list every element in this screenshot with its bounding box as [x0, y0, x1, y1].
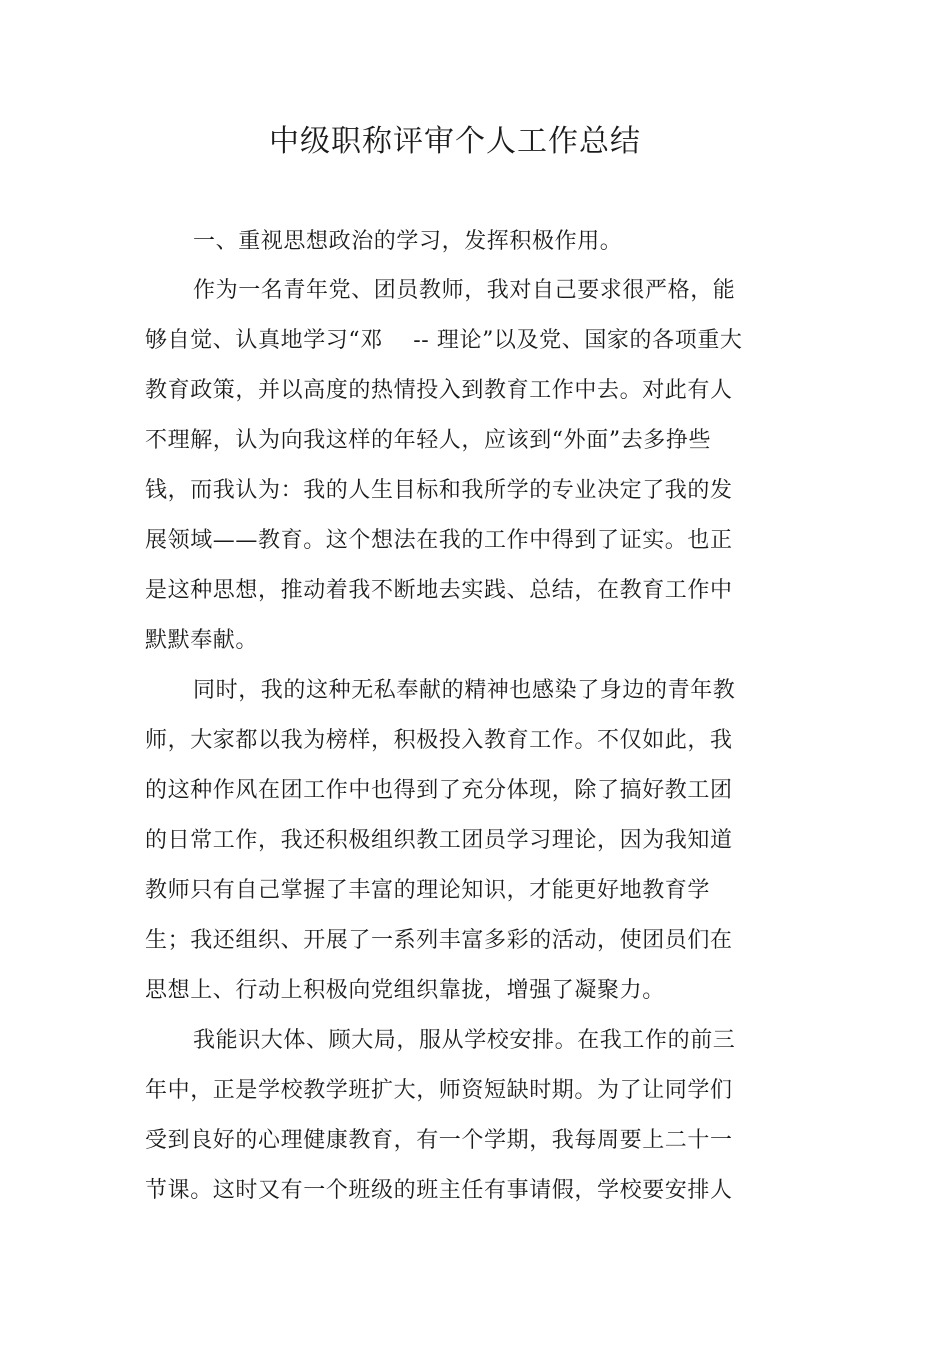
paragraph-line: 生；我还组织、开展了一系列丰富多彩的活动，使团员们在 — [145, 928, 733, 953]
paragraph-line: 默默奉献。 — [145, 628, 259, 653]
paragraph-line: 师，大家都以我为榜样，积极投入教育工作。不仅如此，我 — [145, 728, 733, 753]
paragraph-line: 教育政策，并以高度的热情投入到教育工作中去。对此有人 — [145, 378, 733, 403]
paragraph-line: 是这种思想，推动着我不断地去实践、总结，在教育工作中 — [145, 578, 733, 603]
document-title: 中级职称评审个人工作总结 — [269, 124, 641, 159]
section-heading: 一、重视思想政治的学习，发挥积极作用。 — [193, 229, 623, 254]
paragraph-line: 的这种作风在团工作中也得到了充分体现，除了搞好教工团 — [145, 778, 733, 803]
paragraph-line: 教师只有自己掌握了丰富的理论知识，才能更好地教育学 — [145, 878, 711, 903]
paragraph-line: 作为一名青年党、团员教师，我对自己要求很严格，能 — [193, 278, 736, 303]
paragraph-line: 够自觉、认真地学习“邓 -- 理论”以及党、国家的各项重大 — [145, 328, 743, 353]
paragraph-line: 的日常工作，我还积极组织教工团员学习理论，因为我知道 — [145, 828, 733, 853]
paragraph-line: 节课。这时又有一个班级的班主任有事请假，学校要安排人 — [145, 1178, 733, 1203]
paragraph-line: 钱，而我认为：我的人生目标和我所学的专业决定了我的发 — [145, 478, 733, 503]
paragraph-line: 年中，正是学校教学班扩大，师资短缺时期。为了让同学们 — [145, 1078, 733, 1103]
paragraph-line: 我能识大体、顾大局，服从学校安排。在我工作的前三 — [193, 1028, 736, 1053]
paragraph-line: 思想上、行动上积极向党组织靠拢，增强了凝聚力。 — [145, 978, 665, 1003]
paragraph-line: 展领域——教育。这个想法在我的工作中得到了证实。也正 — [145, 528, 733, 553]
paragraph-line: 同时，我的这种无私奉献的精神也感染了身边的青年教 — [193, 678, 736, 703]
paragraph-line: 不理解，认为向我这样的年轻人，应该到“外面”去多挣些 — [145, 428, 712, 453]
paragraph-line: 受到良好的心理健康教育，有一个学期，我每周要上二十一 — [145, 1128, 733, 1153]
